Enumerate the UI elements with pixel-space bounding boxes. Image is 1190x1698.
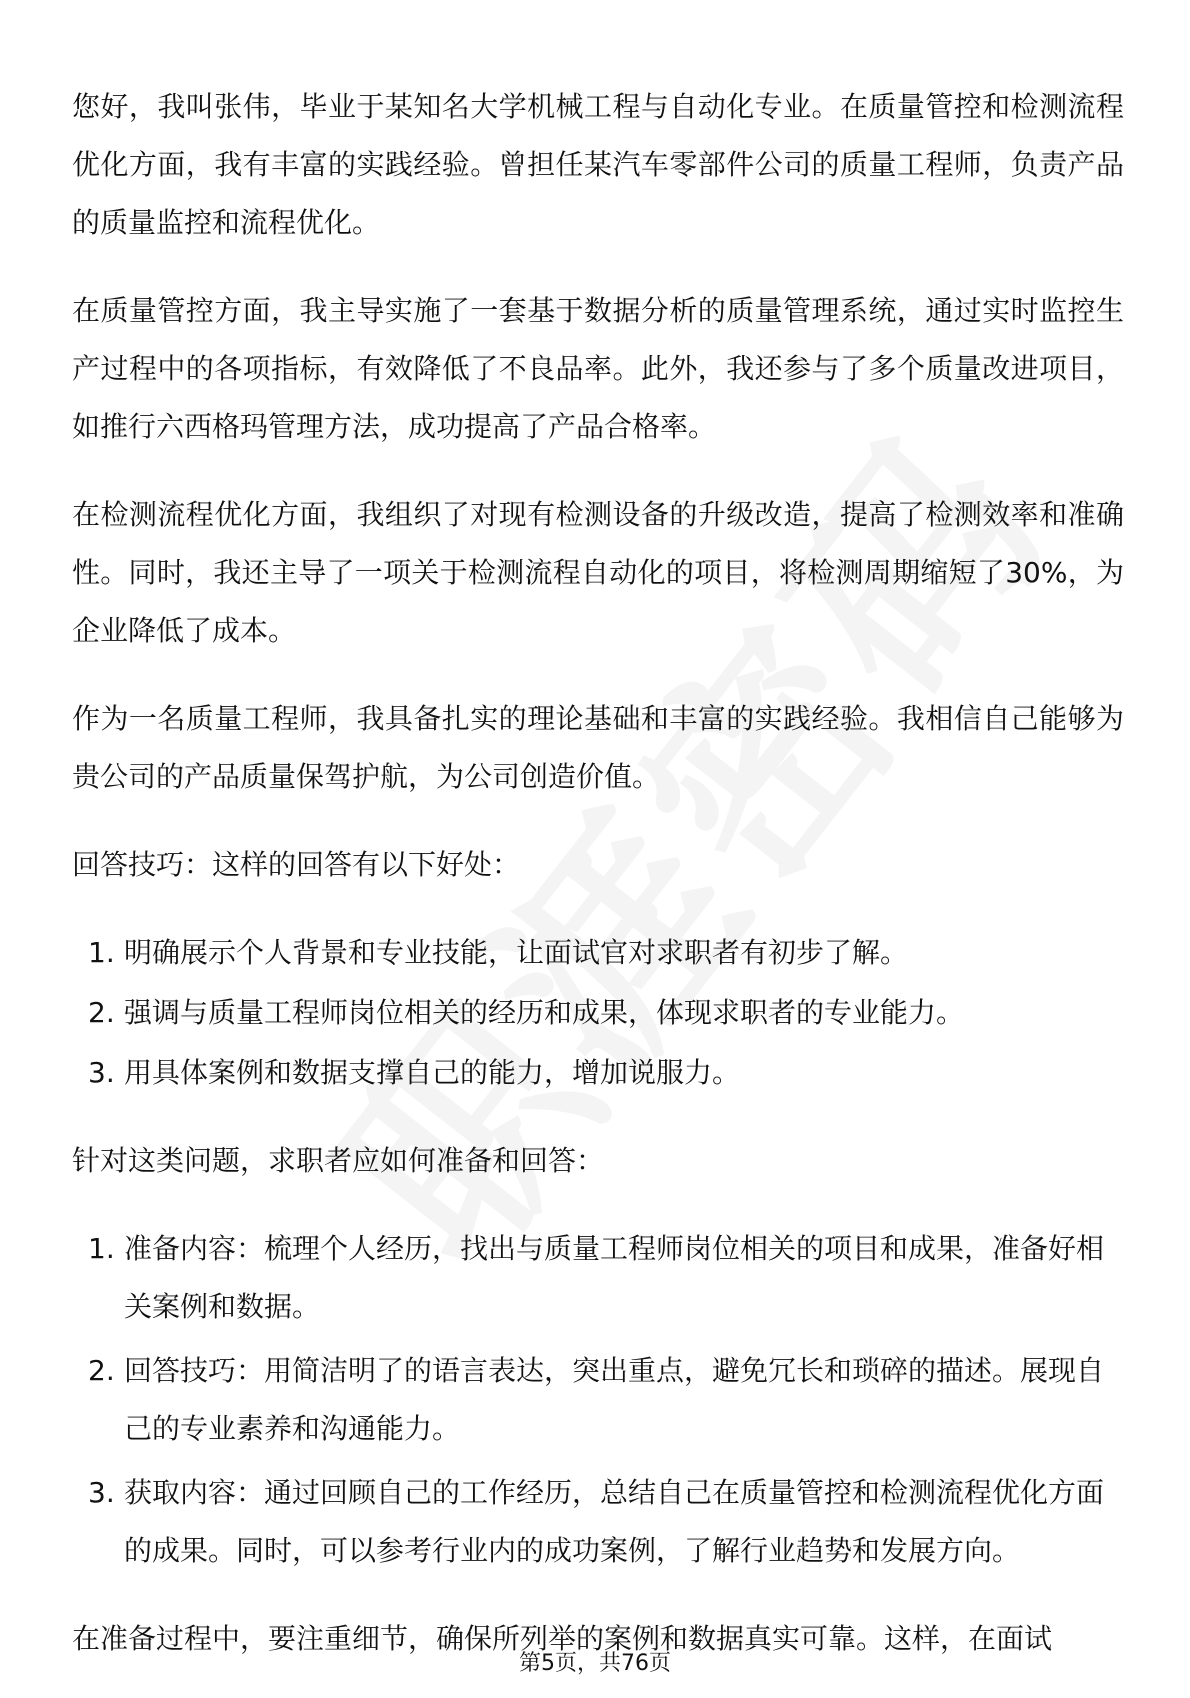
- document-body: [72, 78, 1124, 1698]
- paragraph-intro: 您好，我叫张伟，毕业于某知名大学机械工程与自动化专业。在质量管控和检测流程优化方面，我有丰富的实践经验。曾担任某汽车零部件公司的质量工程师，负责产品的质量监控和流程优化。: [72, 90, 1124, 239]
- list-item: 2. 强调与质量工程师岗位相关的经历和成果，体现求职者的专业能力。: [88, 996, 965, 1029]
- prep-heading: 针对这类问题，求职者应如何准备和回答：: [72, 1144, 605, 1177]
- list-item: 1. 准备内容：梳理个人经历，找出与质量工程师岗位相关的项目和成果，准备好相关案例和数据。: [88, 1232, 1105, 1323]
- list-item: 3. 用具体案例和数据支撑自己的能力，增加说服力。: [88, 1056, 741, 1089]
- paragraph-inspection-optimization: 在检测流程优化方面，我组织了对现有检测设备的升级改造，提高了检测效率和准确性。同时，我还主导了一项关于检测流程自动化的项目，将检测周期缩短了30%，为企业降低了成本。: [72, 498, 1124, 647]
- tips-heading: 回答技巧：这样的回答有以下好处：: [72, 848, 521, 881]
- prep-list: [72, 1220, 1124, 1580]
- list-item: 3. 获取内容：通过回顾自己的工作经历，总结自己在质量管控和检测流程优化方面的成果。同时，可以参考行业内的成功案例，了解行业趋势和发展方向。: [88, 1476, 1105, 1567]
- list-item: 1. 明确展示个人背景和专业技能，让面试官对求职者有初步了解。: [88, 936, 909, 969]
- paragraph-conclusion: 作为一名质量工程师，我具备扎实的理论基础和丰富的实践经验。我相信自己能够为贵公司的产品质量保驾护航，为公司创造价值。: [72, 702, 1124, 793]
- tips-list: [72, 924, 1124, 1102]
- page-number: 第5页，共76页: [519, 1651, 671, 1676]
- list-item: 2. 回答技巧：用简洁明了的语言表达，突出重点，避免冗长和琐碎的描述。展现自己的专业素养和沟通能力。: [88, 1354, 1105, 1445]
- paragraph-closing: 在准备过程中，要注重细节，确保所列举的案例和数据真实可靠。这样，在面试: [72, 1622, 1053, 1655]
- paragraph-quality-control: 在质量管控方面，我主导实施了一套基于数据分析的质量管理系统，通过实时监控生产过程中的各项指标，有效降低了不良品率。此外，我还参与了多个质量改进项目，如推行六西格玛管理方法，成功提高了产品合格率。: [72, 294, 1124, 443]
